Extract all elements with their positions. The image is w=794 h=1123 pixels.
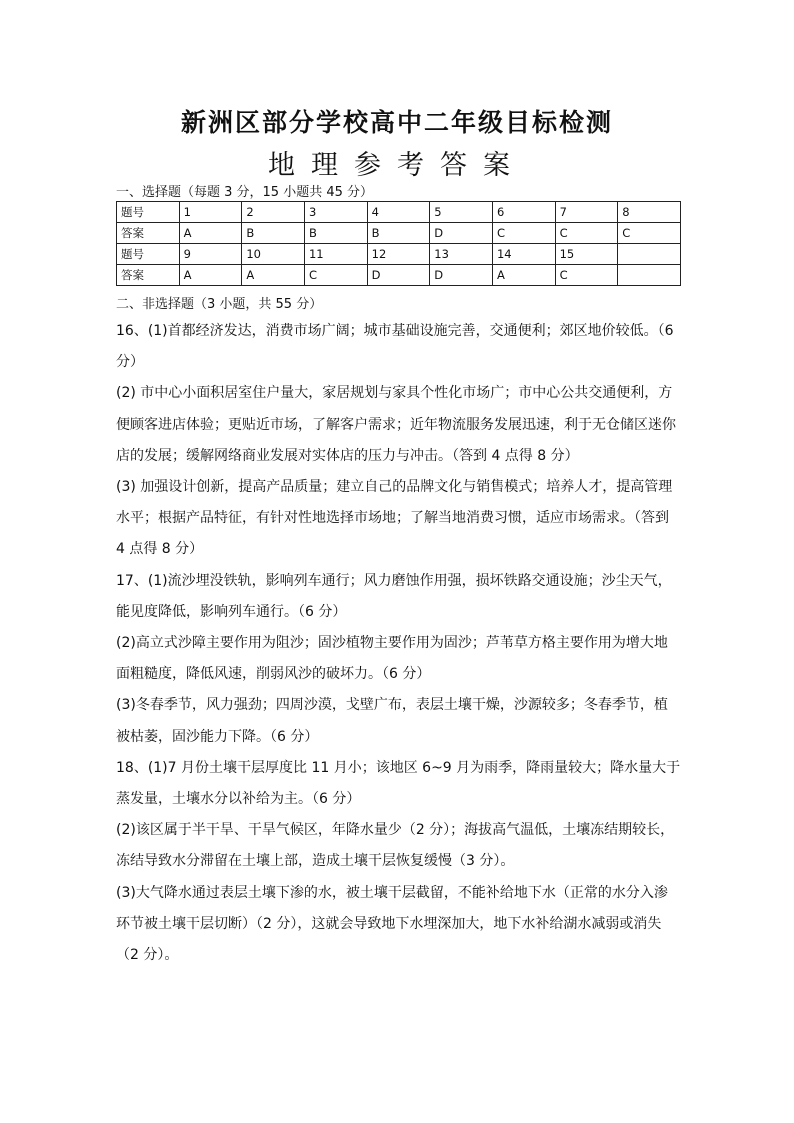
table-cell: C <box>618 223 681 244</box>
table-cell: A <box>179 223 242 244</box>
answer-17-1: 17、(1)流沙埋没铁轨，影响列车通行；风力磨蚀作用强，损坏铁路交通设施；沙尘天气，能见度降低，影响列车通行。（6 分） <box>116 572 672 620</box>
table-row <box>117 223 681 244</box>
table-cell: A <box>179 265 242 286</box>
table-cell: C <box>492 223 555 244</box>
table-cell: 答案 <box>117 223 180 244</box>
table-row <box>117 244 681 265</box>
answer-body <box>116 316 681 971</box>
answer-17-2: (2)高立式沙障主要作用为阻沙；固沙植物主要作用为固沙；芦苇草方格主要作用为增大地面粗糙度，降低风速，削弱风沙的破坏力。（6 分） <box>116 635 668 683</box>
table-cell: C <box>304 265 367 286</box>
table-row <box>117 265 681 286</box>
table-cell: 11 <box>304 244 367 265</box>
answer-18-3: (3)大气降水通过表层土壤下渗的水，被土壤干层截留，不能补给地下水（正常的水分入渗环节被土壤干层切断）（2 分），这就会导致地下水埋深加大，地下水补给湖水减弱或消失（2 分）。 <box>116 884 668 964</box>
table-cell: A <box>242 265 305 286</box>
table-cell: D <box>367 265 430 286</box>
table-cell: 14 <box>492 244 555 265</box>
exam-title: 新洲区部分学校高中二年级目标检测 <box>180 108 613 137</box>
answer-16-2: (2) 市中心小面积居室住户量大，家居规划与家具个性化市场广；市中心公共交通便利，方便顾客进店体验；更贴近市场，了解客户需求；近年物流服务发展迅速，利于无仓储区迷你店的发展；缓解网络商业发展对实体店的压力与冲击。（答到 4 点得 8 分） <box>116 385 676 464</box>
table-cell: 6 <box>492 202 555 223</box>
table-cell: D <box>430 223 493 244</box>
section2-heading: 二、非选择题（3 小题，共 55 分） <box>116 297 323 312</box>
table-cell: 7 <box>555 202 618 223</box>
table-cell: 9 <box>179 244 242 265</box>
table-cell: 2 <box>242 202 305 223</box>
table-cell: C <box>555 265 618 286</box>
table-cell: 12 <box>367 244 430 265</box>
table-cell: 15 <box>555 244 618 265</box>
table-cell: 答案 <box>117 265 180 286</box>
table-cell: 13 <box>430 244 493 265</box>
table-row <box>117 202 681 223</box>
answer-key-title: 地理参考答案 <box>268 150 526 181</box>
table-cell: B <box>242 223 305 244</box>
table-cell: 题号 <box>117 202 180 223</box>
table-cell: 10 <box>242 244 305 265</box>
table-cell: A <box>492 265 555 286</box>
table-cell: 题号 <box>117 244 180 265</box>
answer-table <box>116 201 681 286</box>
answer-17-3: (3)冬春季节，风力强劲；四周沙漠，戈壁广布，表层土壤干燥，沙源较多；冬春季节，植被枯萎，固沙能力下降。（6 分） <box>116 697 668 745</box>
table-cell: 3 <box>304 202 367 223</box>
table-cell: D <box>430 265 493 286</box>
table-cell: 4 <box>367 202 430 223</box>
table-cell <box>618 265 681 286</box>
table-cell: B <box>304 223 367 244</box>
table-cell: B <box>367 223 430 244</box>
table-cell: 5 <box>430 202 493 223</box>
table-cell <box>618 244 681 265</box>
table-cell: 8 <box>618 202 681 223</box>
answer-16-1: 16、(1)首都经济发达，消费市场广阔；城市基础设施完善，交通便利；郊区地价较低。（6 分） <box>116 323 674 371</box>
answer-16-3: (3) 加强设计创新，提高产品质量；建立自己的品牌文化与销售模式；培养人才，提高管理水平；根据产品特征，有针对性地选择市场地；了解当地消费习惯，适应市场需求。（答到 4 点得 8 分） <box>116 479 673 558</box>
answer-18-2: (2)该区属于半干旱、干旱气候区，年降水量少（2 分）；海拔高气温低，土壤冻结期较长，冻结导致水分滞留在土壤上部，造成土壤干层恢复缓慢（3 分）。 <box>116 822 675 870</box>
answer-18-1: 18、(1)7 月份土壤干层厚度比 11 月小；该地区 6~9 月为雨季，降雨量较大；降水量大于蒸发量，土壤水分以补给为主。（6 分） <box>116 759 681 808</box>
section1-heading: 一、选择题（每题 3 分，15 小题共 45 分） <box>116 185 374 200</box>
table-cell: 1 <box>179 202 242 223</box>
table-cell: C <box>555 223 618 244</box>
